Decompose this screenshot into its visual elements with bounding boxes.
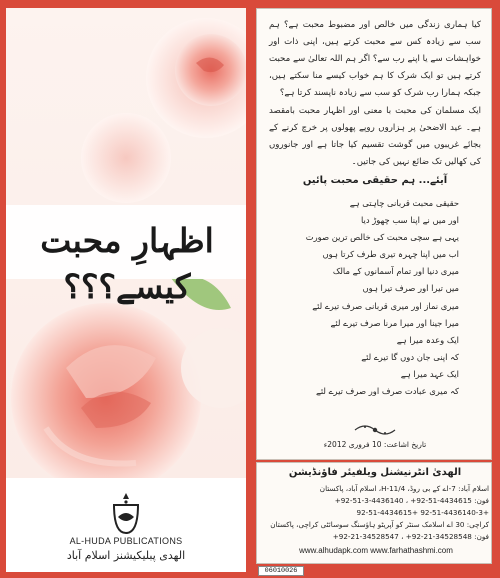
poem-line: حقیقی محبت قربانی چاہتی ہے	[349, 198, 459, 208]
text-panel	[256, 8, 492, 460]
islamabad-address: اسلام آباد: 7-اے کے بی روڈ، H-11/4، اسلام آباد، پاکستان	[319, 484, 489, 493]
organization-name: الھدیٰ انٹرنیشنل ویلفیئر فاؤنڈیشن	[288, 467, 462, 478]
poem	[273, 195, 477, 400]
poem-line: میرا جینا اور میرا مرنا صرف تیرے لئے	[330, 317, 459, 328]
print-date: تاریخ اشاعت: 10 فروری 2012ء	[323, 440, 427, 449]
poem-line: ایک عہد میرا ہے	[400, 368, 459, 379]
poem-heading: آیئے... ہم حقیقی محبت پائیں	[302, 175, 448, 186]
leaflet-title: اظہارِ محبت کیسے؟؟؟	[40, 221, 214, 306]
second-paragraph: ایک مسلمان کی محبت با معنی اور اظہار محبت بامقصد ہے۔ عید الاضحیٰ پر ہزاروں روپے پھولوں پر خرچ کرنے کے بجائے غریبوں میں گوشت تقسیم کیا جاتا ہے اور جانوروں کی کھالیں تک ضائع نہیں کی جاتیں۔	[269, 106, 481, 167]
poem-line: اور میں نے اپنا سب چھوڑ دیا	[360, 215, 459, 226]
poem-line: میری دنیا اور تمام آسمانوں کے مالک	[332, 266, 459, 277]
poem-line: میری نماز اور میری قربانی صرف تیرے لئے	[312, 300, 459, 311]
poem-line: میں تیرا اور صرف تیرا ہوں	[362, 283, 459, 294]
islamabad-phones-2: +92-51-4436140-3 +92-51-4434615	[356, 508, 489, 517]
poem-line: کہ اپنی جان دوں گا تیرے لئے	[361, 351, 459, 362]
karachi-address: کراچی: 30 اے اسلامک سنٹر کو آپریٹو ہاؤسنگ سوسائٹی کراچی، پاکستان	[270, 520, 489, 529]
website-links[interactable]: www.alhudapk.com www.farhathashmi.com	[299, 546, 453, 555]
alhuda-logo-icon	[107, 491, 145, 535]
ornament-icon	[353, 423, 397, 437]
organization-block	[256, 462, 492, 564]
poem-line: کہ میری عبادت صرف اور صرف تیرے لئے	[315, 386, 459, 397]
publisher-name-urdu: الھدی پبلیکیشنز اسلام آباد	[66, 549, 186, 562]
poem-line: اب میں اپنا چہرہ تیری طرف کرتا ہوں	[322, 249, 459, 260]
publisher-name-english: AL-HUDA PUBLICATIONS	[69, 536, 183, 546]
islamabad-phones: فون: 4434615-51-92+ ، 4436140-3-51-92+	[334, 496, 489, 505]
cover-panel	[6, 8, 246, 572]
intro-paragraph: کیا ہماری زندگی میں خالص اور مضبوط محبت ہے؟ ہم سب سے زیادہ کس سے محبت کرتے ہیں، اپنی ذات اور خواہشات سے یا اپنے رب سے؟ اگر ہم اللہ تعالیٰ سے محبت کرتے ہیں تو ایک شرک کا ہم خواب کیسے منا سکتے ہیں، جبکہ ہمارا رب شرک کو سب سے زیادہ ناپسند کرتا ہے؟	[269, 20, 481, 98]
karachi-phones: فون: 34528548-21-92+ ، 34528547-21-92+	[332, 532, 489, 541]
poem-line: ایک وعدہ میرا ہے	[396, 334, 459, 345]
print-code: 06010026	[258, 566, 304, 576]
poem-line: یہی ہے سچی محبت کی خالص ترین صورت	[305, 232, 459, 243]
